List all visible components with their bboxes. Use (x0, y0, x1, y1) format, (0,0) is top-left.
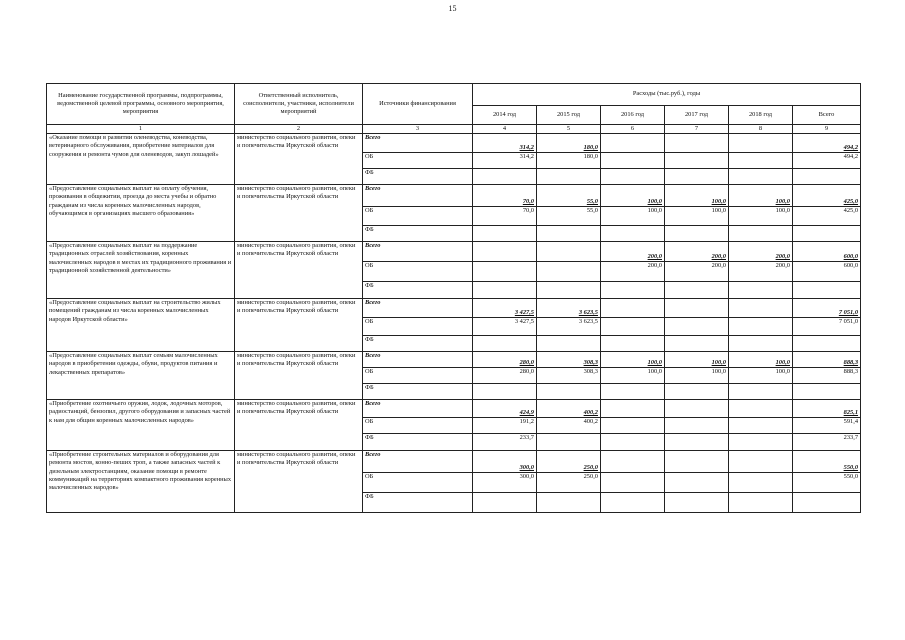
funding-source: ОБ (363, 473, 473, 493)
value-year (473, 493, 537, 513)
funding-source: Всего (363, 134, 473, 153)
value-year (729, 169, 793, 185)
column-number: 7 (665, 125, 729, 134)
header-year: 2015 год (537, 106, 601, 125)
budget-table (46, 83, 861, 513)
funding-source: ФБ (363, 493, 473, 513)
value-year: 280,0 (473, 368, 537, 384)
column-number: 9 (793, 125, 861, 134)
column-number: 8 (729, 125, 793, 134)
value-year (665, 169, 729, 185)
header-total: Всего (793, 106, 861, 125)
value-year (665, 384, 729, 400)
value-year (601, 153, 665, 169)
value-year: 3 427,5 (473, 299, 537, 318)
value-total (793, 282, 861, 299)
header-year: 2018 год (729, 106, 793, 125)
value-year: 233,7 (473, 434, 537, 451)
value-year: 300,0 (473, 451, 537, 473)
value-year (729, 384, 793, 400)
value-year: 300,0 (473, 473, 537, 493)
value-year (473, 336, 537, 352)
value-year: 3 623,5 (537, 318, 601, 336)
value-year (537, 226, 601, 242)
value-year (729, 226, 793, 242)
value-year (665, 434, 729, 451)
value-year (601, 418, 665, 434)
value-year: 100,0 (601, 207, 665, 226)
value-year: 100,0 (601, 368, 665, 384)
measure-name: «Приобретение охотничьего оружия, лодок, лодочных моторов, радиостанций, бензопил, другого оборудования и запасных частей к нам для общин коренных малочисленных народов» (47, 400, 235, 451)
value-total: 600,0 (793, 262, 861, 282)
value-total: 233,7 (793, 434, 861, 451)
value-year: 400,2 (537, 418, 601, 434)
value-year (665, 299, 729, 318)
value-year: 100,0 (665, 185, 729, 207)
measure-name: «Оказание помощи в развитии оленеводства, коневодства, ветеринарного обслуживания, приобретение материалов для сооружения и ремонта чумов для оленеводов, закуп лошадей» (47, 134, 235, 185)
table-row (47, 299, 861, 318)
funding-source: Всего (363, 451, 473, 473)
responsible-executor: министерство социального развития, опеки и попечительства Иркутской области (235, 400, 363, 451)
value-year: 100,0 (729, 352, 793, 368)
value-year (473, 282, 537, 299)
funding-source: ОБ (363, 418, 473, 434)
value-year (537, 262, 601, 282)
value-total: 888,3 (793, 352, 861, 368)
value-year (665, 226, 729, 242)
value-year: 100,0 (729, 185, 793, 207)
header-executor: Ответственный исполнитель, соисполнители, участники, исполнители мероприятий (235, 84, 363, 125)
value-year (601, 336, 665, 352)
value-year (537, 242, 601, 262)
table-row (47, 451, 861, 473)
value-year: 424,9 (473, 400, 537, 418)
funding-source: ФБ (363, 169, 473, 185)
value-year: 308,3 (537, 368, 601, 384)
value-total: 550,0 (793, 451, 861, 473)
value-total: 7 051,0 (793, 299, 861, 318)
value-year: 400,2 (537, 400, 601, 418)
measure-name: «Предоставление социальных выплат на строительство жилых помещений гражданам из числа коренных малочисленных народов Иркутской области» (47, 299, 235, 352)
value-year (601, 169, 665, 185)
table-row (47, 352, 861, 368)
value-year (729, 493, 793, 513)
funding-source: ФБ (363, 282, 473, 299)
column-number: 1 (47, 125, 235, 134)
value-total (793, 493, 861, 513)
value-year (537, 434, 601, 451)
value-year (601, 384, 665, 400)
value-year (473, 242, 537, 262)
value-year (601, 226, 665, 242)
value-year: 100,0 (665, 352, 729, 368)
value-year (729, 153, 793, 169)
funding-source: ОБ (363, 207, 473, 226)
table-body (47, 134, 861, 513)
value-year (665, 451, 729, 473)
value-year: 3 623,5 (537, 299, 601, 318)
value-total: 7 051,0 (793, 318, 861, 336)
value-year (537, 169, 601, 185)
value-year: 100,0 (729, 207, 793, 226)
value-total (793, 336, 861, 352)
value-total: 600,0 (793, 242, 861, 262)
funding-source: Всего (363, 352, 473, 368)
value-year (601, 434, 665, 451)
value-total (793, 384, 861, 400)
value-year (601, 451, 665, 473)
value-year (665, 153, 729, 169)
funding-source: ОБ (363, 368, 473, 384)
value-year (729, 336, 793, 352)
header-year: 2014 год (473, 106, 537, 125)
value-total: 591,4 (793, 418, 861, 434)
value-year: 180,0 (537, 134, 601, 153)
value-year (601, 299, 665, 318)
value-year: 308,3 (537, 352, 601, 368)
value-year (537, 336, 601, 352)
value-year (537, 282, 601, 299)
value-year (473, 169, 537, 185)
value-total: 425,0 (793, 207, 861, 226)
value-year (601, 318, 665, 336)
value-year: 250,0 (537, 473, 601, 493)
value-total: 494,2 (793, 134, 861, 153)
value-year (473, 262, 537, 282)
value-year (665, 336, 729, 352)
value-year: 280,0 (473, 352, 537, 368)
table-row (47, 185, 861, 207)
value-year: 314,2 (473, 134, 537, 153)
value-year (729, 434, 793, 451)
value-year (473, 226, 537, 242)
value-year: 180,0 (537, 153, 601, 169)
value-year (729, 134, 793, 153)
value-year (601, 134, 665, 153)
value-total: 825,1 (793, 400, 861, 418)
funding-source: ФБ (363, 226, 473, 242)
value-year: 200,0 (601, 242, 665, 262)
value-year: 70,0 (473, 207, 537, 226)
value-year: 55,0 (537, 207, 601, 226)
measure-name: «Предоставление социальных выплат семьям малочисленных народов в приобретении одежды, обуви, продуктов питания и лекарственных препаратов» (47, 352, 235, 400)
table-row (47, 242, 861, 262)
value-year: 100,0 (601, 185, 665, 207)
header-program: Наименование государственной программы, подпрограммы, ведомственной целевой программы, основного мероприятия, мероприятия (47, 84, 235, 125)
value-year (729, 418, 793, 434)
value-year: 3 427,5 (473, 318, 537, 336)
responsible-executor: министерство социального развития, опеки и попечительства Иркутской области (235, 451, 363, 513)
value-total: 425,0 (793, 185, 861, 207)
funding-source: ФБ (363, 336, 473, 352)
value-year: 200,0 (729, 262, 793, 282)
responsible-executor: министерство социального развития, опеки и попечительства Иркутской области (235, 299, 363, 352)
value-year (665, 493, 729, 513)
value-year (665, 418, 729, 434)
measure-name: «Приобретение строительных материалов и оборудования для ремонта мостов, конно-пеших троп, а также запасных частей к дизельным электростанциям, оказание помощи в ремонте коммуникаций на территориях компактного проживания коренных малочисленных народов» (47, 451, 235, 513)
value-year: 200,0 (601, 262, 665, 282)
value-year: 200,0 (665, 262, 729, 282)
value-year (665, 318, 729, 336)
measure-name: «Предоставление социальных выплат на оплату обучения, проживания в общежитии, проезда до места учебы и обратно гражданам из числа коренных малочисленных народов, обучающимся в организациях высшего образования» (47, 185, 235, 242)
responsible-executor: министерство социального развития, опеки и попечительства Иркутской области (235, 242, 363, 299)
responsible-executor: министерство социального развития, опеки и попечительства Иркутской области (235, 134, 363, 185)
funding-source: Всего (363, 400, 473, 418)
value-year: 200,0 (665, 242, 729, 262)
value-year: 100,0 (601, 352, 665, 368)
header-sources: Источники финансирования (363, 84, 473, 125)
funding-source: ОБ (363, 153, 473, 169)
page-number: 15 (448, 4, 457, 13)
value-year (537, 493, 601, 513)
header-year: 2017 год (665, 106, 729, 125)
value-year (729, 451, 793, 473)
value-year (665, 473, 729, 493)
funding-source: ОБ (363, 318, 473, 336)
value-year (729, 299, 793, 318)
funding-source: ФБ (363, 434, 473, 451)
value-year: 100,0 (665, 368, 729, 384)
value-year: 314,2 (473, 153, 537, 169)
column-number: 5 (537, 125, 601, 134)
value-year (729, 318, 793, 336)
table-row (47, 134, 861, 153)
value-year (537, 384, 601, 400)
header-expenses: Расходы (тыс.руб.), годы (473, 84, 861, 106)
header-year: 2016 год (601, 106, 665, 125)
funding-source: Всего (363, 242, 473, 262)
value-year: 100,0 (729, 368, 793, 384)
measure-name: «Предоставление социальных выплат на поддержание традиционных отраслей хозяйствования, коренных малочисленных народов в местах их традиционного проживания и традиционной хозяйственной деятельности» (47, 242, 235, 299)
value-year (601, 282, 665, 299)
funding-source: Всего (363, 299, 473, 318)
column-number: 3 (363, 125, 473, 134)
value-year: 200,0 (729, 242, 793, 262)
value-year: 70,0 (473, 185, 537, 207)
value-year (665, 282, 729, 299)
value-total: 888,3 (793, 368, 861, 384)
value-year (601, 493, 665, 513)
value-year (601, 400, 665, 418)
value-total: 494,2 (793, 153, 861, 169)
value-year (729, 400, 793, 418)
value-year: 55,0 (537, 185, 601, 207)
responsible-executor: министерство социального развития, опеки и попечительства Иркутской области (235, 352, 363, 400)
column-number: 4 (473, 125, 537, 134)
value-year: 191,2 (473, 418, 537, 434)
value-year (473, 384, 537, 400)
value-total (793, 226, 861, 242)
funding-source: ФБ (363, 384, 473, 400)
value-year (729, 282, 793, 299)
value-year: 250,0 (537, 451, 601, 473)
value-total: 550,0 (793, 473, 861, 493)
value-total (793, 169, 861, 185)
value-year (601, 473, 665, 493)
responsible-executor: министерство социального развития, опеки и попечительства Иркутской области (235, 185, 363, 242)
value-year (729, 473, 793, 493)
value-year (665, 134, 729, 153)
column-number: 6 (601, 125, 665, 134)
table-row (47, 400, 861, 418)
column-number: 2 (235, 125, 363, 134)
value-year (665, 400, 729, 418)
funding-source: Всего (363, 185, 473, 207)
funding-source: ОБ (363, 262, 473, 282)
value-year: 100,0 (665, 207, 729, 226)
